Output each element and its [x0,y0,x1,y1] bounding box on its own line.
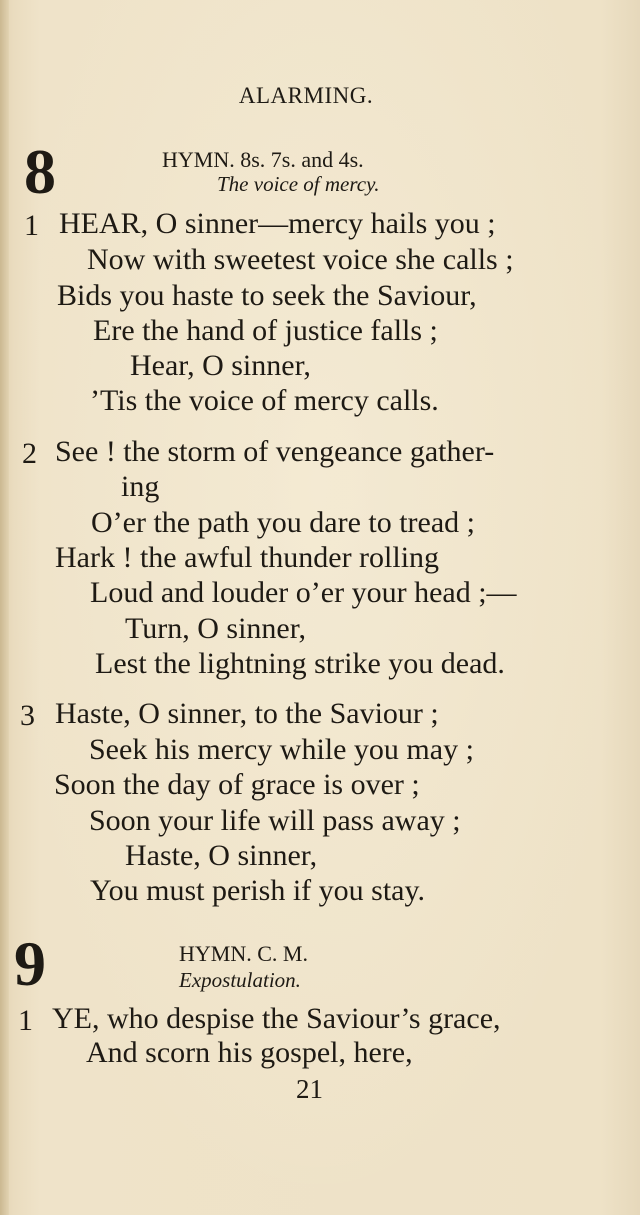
stanza-number: 3 [20,699,35,732]
hymn-subtitle: The voice of mercy. [217,172,380,196]
verse-line: Haste, O sinner, [125,839,318,872]
verse-line: Turn, O sinner, [125,612,307,645]
stanza-number: 1 [18,1004,33,1037]
verse-line: Hark ! the awful thunder rolling [55,541,440,574]
verse-line: Bids you haste to seek the Saviour, [57,279,477,312]
verse-line: Soon your life will pass away ; [89,804,461,837]
hymn-heading: HYMN. C. M. [179,941,308,966]
verse-line: HEAR, O sinner—mercy hails you ; [59,207,496,240]
stanza-number: 1 [24,209,39,242]
verse-line: Hear, O sinner, [130,349,311,382]
verse-line: ’Tis the voice of mercy calls. [90,384,439,417]
verse-line: And scorn his gospel, here, [86,1036,413,1069]
verse-line: YE, who despise the Saviour’s grace, [52,1002,501,1035]
verse-line: Soon the day of grace is over ; [54,768,420,801]
hymn-heading: HYMN. 8s. 7s. and 4s. [162,147,364,172]
verse-line: Now with sweetest voice she calls ; [87,243,514,276]
verse-line: You must perish if you stay. [90,874,426,907]
verse-line: ing [121,470,160,503]
verse-line: Seek his mercy while you may ; [89,733,474,766]
verse-line: Haste, O sinner, to the Saviour ; [55,697,439,730]
verse-line: Lest the lightning strike you dead. [95,647,505,680]
page-spine-shadow [0,0,9,1215]
verse-line: O’er the path you dare to tread ; [91,506,476,539]
verse-line: Ere the hand of justice falls ; [93,314,438,347]
stanza-number: 2 [22,437,37,470]
hymn-number: 8 [24,136,56,207]
verse-line: Loud and louder o’er your head ;— [90,576,517,609]
hymn-subtitle: Expostulation. [179,968,301,992]
verse-line: See ! the storm of vengeance gather- [55,435,495,468]
running-head: ALARMING. [238,83,374,108]
hymn-number: 9 [14,928,46,999]
page-number: 21 [296,1074,323,1104]
